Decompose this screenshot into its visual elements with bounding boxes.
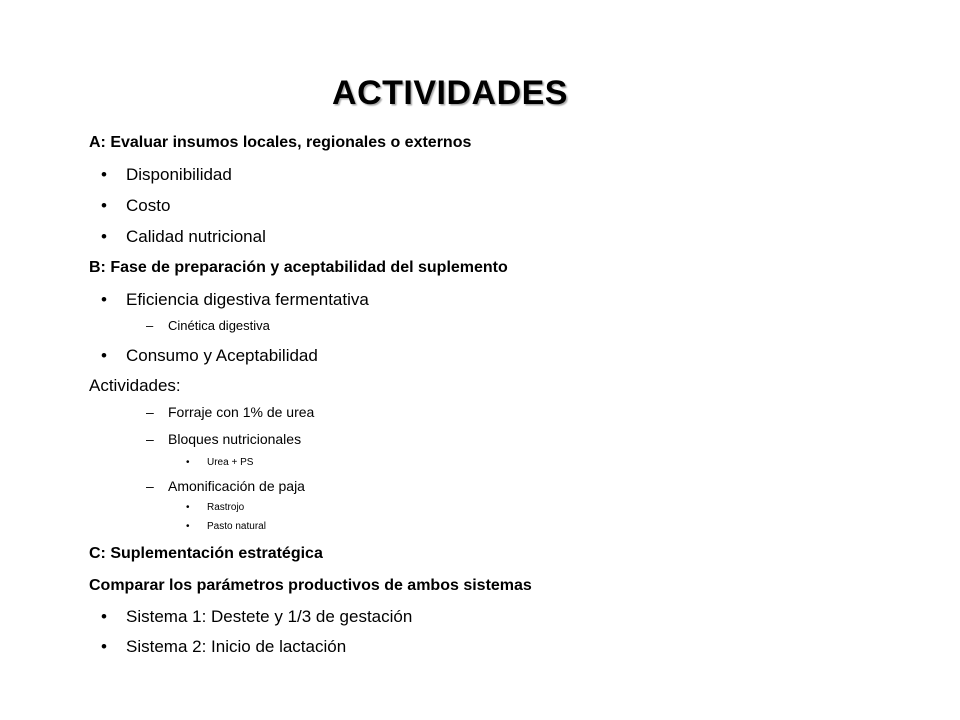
bullet-mark: • (101, 290, 107, 309)
bullet-mark: • (101, 165, 107, 184)
sub-sub-list-item-text: Pasto natural (207, 521, 266, 532)
section-c-heading: C: Suplementación estratégica (89, 545, 323, 562)
dash-mark: – (146, 431, 154, 447)
sub-list-item-text: Cinética digestiva (168, 318, 270, 333)
activities-label: Actividades: (89, 376, 181, 395)
list-item-text: Costo (126, 196, 171, 215)
dash-mark: – (146, 404, 154, 420)
sub-sub-list-item-text: Urea + PS (207, 457, 254, 468)
bullet-mark: • (101, 637, 107, 656)
list-item-text: Eficiencia digestiva fermentativa (126, 290, 369, 309)
dash-mark: – (146, 478, 154, 494)
list-item-text: Sistema 1: Destete y 1/3 de gestación (126, 607, 413, 626)
sub-sub-list-item-text: Rastrojo (207, 502, 245, 513)
bullet-mark: • (101, 346, 107, 365)
bullet-mark: • (186, 457, 190, 468)
list-item-text: Consumo y Aceptabilidad (126, 346, 318, 365)
list-item-text: Sistema 2: Inicio de lactación (126, 637, 347, 656)
bullet-mark: • (186, 502, 190, 513)
sub-list-item-text: Forraje con 1% de urea (168, 404, 315, 420)
bullet-mark: • (101, 227, 107, 246)
slide-title: ACTIVIDADES (332, 74, 568, 112)
dash-mark: – (146, 318, 154, 333)
compare-heading: Comparar los parámetros productivos de ambos sistemas (89, 577, 532, 594)
section-a-heading: A: Evaluar insumos locales, regionales o externos (89, 134, 472, 151)
bullet-mark: • (101, 196, 107, 215)
bullet-mark: • (101, 607, 107, 626)
section-b-heading: B: Fase de preparación y aceptabilidad del suplemento (89, 259, 508, 276)
sub-list-item-text: Amonificación de paja (168, 478, 305, 494)
list-item-text: Disponibilidad (126, 165, 232, 184)
bullet-mark: • (186, 521, 190, 532)
sub-list-item-text: Bloques nutricionales (168, 431, 302, 447)
list-item-text: Calidad nutricional (126, 227, 266, 246)
